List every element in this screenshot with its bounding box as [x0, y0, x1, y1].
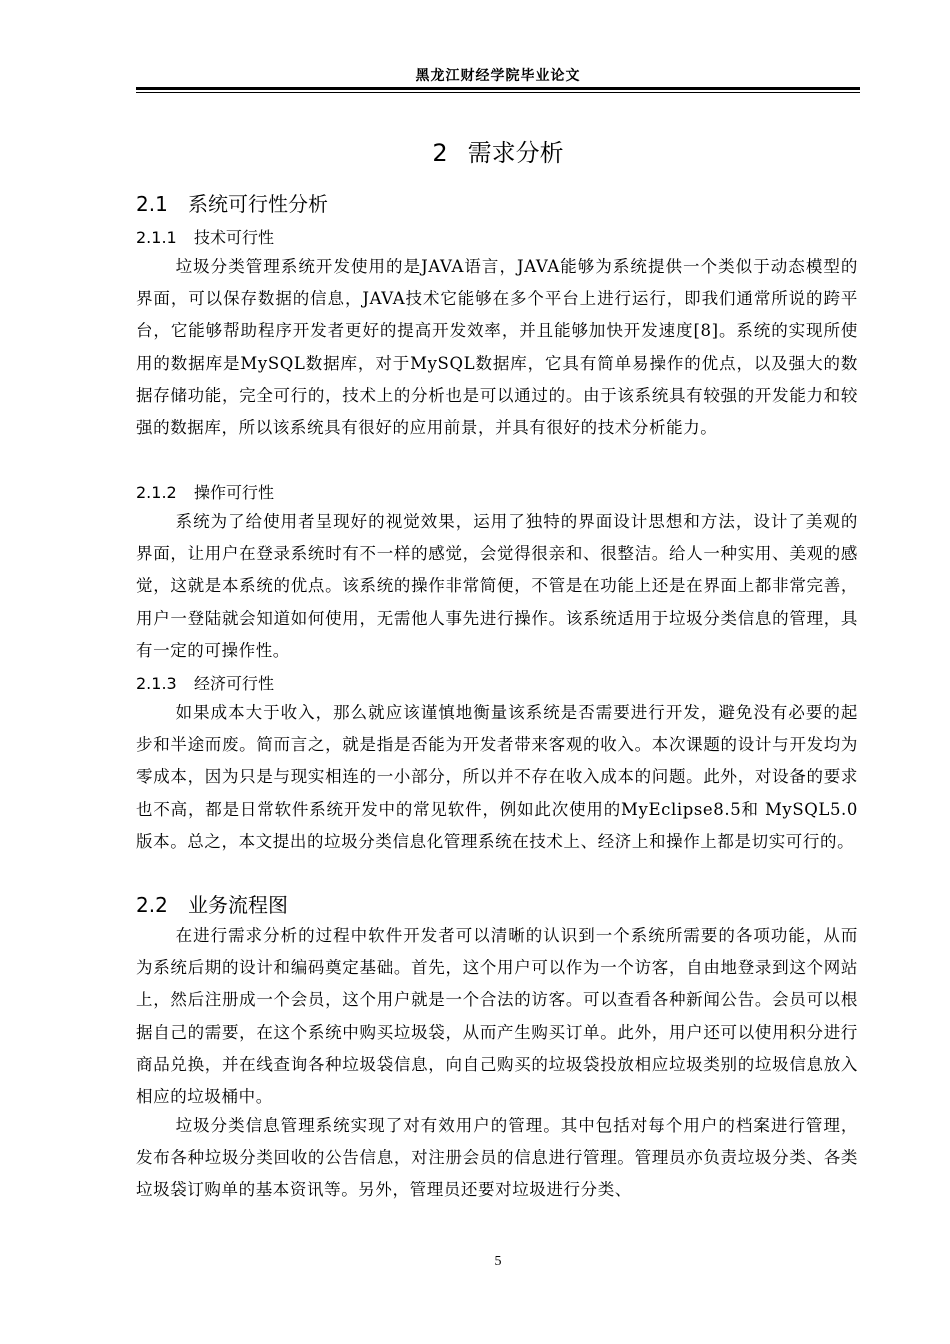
paragraph-business-flow-2: 垃圾分类信息管理系统实现了对有效用户的管理。其中包括对每个用户的档案进行管理，发布各种垃圾分类回收的公告信息，对注册会员的信息进行管理。管理员亦负责垃圾分类、各类垃圾袋订购单的基本资讯等。另外，管理员还要对垃圾进行分类、 [136, 1116, 858, 1200]
subsection-number: 2.1.2 [136, 483, 177, 502]
chapter-title [136, 133, 860, 168]
subsection-heading-2-1-1 [136, 225, 274, 248]
section-heading-2-2 [136, 889, 288, 918]
page-number: 5 [494, 1254, 502, 1269]
paragraph-economic: 如果成本大于收入，那么就应该谨慎地衡量该系统是否需要进行开发，避免没有必要的起步和半途而废。简而言之，就是指是否能为开发者带来客观的收入。本次课题的设计与开发均为零成本，因为只是与现实相连的一小部分，所以并不存在收入成本的问题。此外，对设备的要求也不高，都是日常软件系统开发中的常见软件，例如此次使用的MyEclipse8.5和 MySQL5.0版本。总之，本文提出的垃圾分类信息化管理系统在技术上、经济上和操作上都是切实可行的。 [136, 703, 858, 851]
section-title: 业务流程图 [188, 893, 288, 917]
header-rule-thick [136, 87, 860, 90]
chapter-number: 2 [432, 139, 448, 167]
section-title: 系统可行性分析 [188, 192, 328, 216]
section-number: 2.1 [136, 192, 168, 216]
header-rule-thin [136, 92, 860, 93]
paragraph-technical: 垃圾分类管理系统开发使用的是JAVA语言，JAVA能够为系统提供一个类似于动态模型的界面，可以保存数据的信息，JAVA技术它能够在多个平台上进行运行，即我们通常所说的跨平台，它能够帮助程序开发者更好的提高开发效率，并且能够加快开发速度[8]。系统的实现所使用的数据库是MySQL数据库，对于MySQL数据库，它具有简单易操作的优点，以及强大的数据存储功能，完全可行的，技术上的分析也是可以通过的。由于该系统具有较强的开发能力和较强的数据库，所以该系统具有很好的应用前景，并具有很好的技术分析能力。 [136, 257, 858, 438]
subsection-heading-2-1-3 [136, 671, 274, 694]
subsection-number: 2.1.3 [136, 674, 177, 693]
subsection-heading-2-1-2 [136, 480, 274, 503]
chapter-name: 需求分析 [467, 139, 564, 167]
subsection-title: 经济可行性 [194, 674, 275, 693]
subsection-title: 操作可行性 [194, 483, 275, 502]
running-header: 黑龙江财经学院毕业论文 [415, 68, 581, 84]
paragraph-business-flow-1: 在进行需求分析的过程中软件开发者可以清晰的认识到一个系统所需要的各项功能，从而为系统后期的设计和编码奠定基础。首先，这个用户可以作为一个访客，自由地登录到这个网站上，然后注册成一个会员，这个用户就是一个合法的访客。可以查看各种新闻公告。会员可以根据自己的需要，在这个系统中购买垃圾袋，从而产生购买订单。此外，用户还可以使用积分进行商品兑换，并在线查询各种垃圾袋信息，向自己购买的垃圾袋投放相应垃圾类别的垃圾信息放入相应的垃圾桶中。 [136, 926, 858, 1107]
subsection-title: 技术可行性 [194, 228, 275, 247]
paragraph-operational: 系统为了给使用者呈现好的视觉效果，运用了独特的界面设计思想和方法，设计了美观的界面，让用户在登录系统时有不一样的感觉，会觉得很亲和、很整洁。给人一种实用、美观的感觉，这就是本系统的优点。该系统的操作非常简便，不管是在功能上还是在界面上都非常完善，用户一登陆就会知道如何使用，无需他人事先进行操作。该系统适用于垃圾分类信息的管理，具有一定的可操作性。 [136, 512, 858, 660]
section-number: 2.2 [136, 893, 168, 917]
section-heading-2-1 [136, 188, 328, 217]
subsection-number: 2.1.1 [136, 228, 177, 247]
